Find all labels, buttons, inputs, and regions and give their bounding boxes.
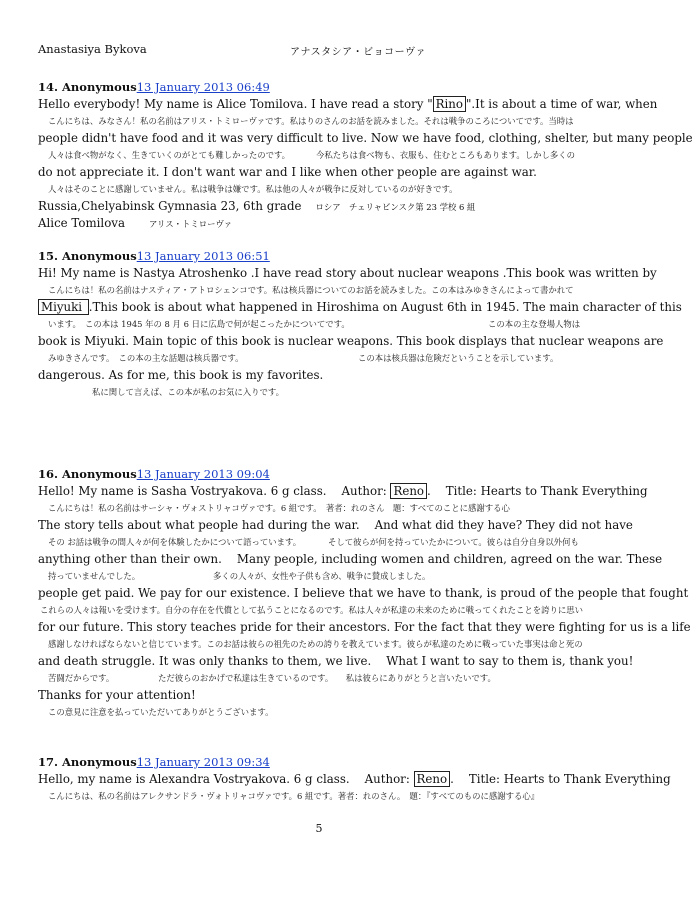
english-line: and death struggle. It was only thanks to them, we live. What I want to say to them is, thank you!: [38, 654, 634, 668]
comment-section-16: [38, 465, 691, 721]
japanese-translation-line: 私に関して言えば、この本が私のお気に入りです。: [92, 387, 284, 397]
highlighted-author-name: Reno: [414, 771, 451, 787]
japanese-translation-line: これらの人々は報いを受けます。自分の存在を代償として払うことになるのです。私は人々が私達の未来のために戦ってくれたことを誇りに思い: [40, 605, 584, 615]
japanese-inline: ロシア チェリャビンスク第 23 学校 6 組: [315, 202, 476, 212]
japanese-translation-line: 人々はそのことに感謝していません。私は戦争は嫌です。私は他の人々が戦争に反対しているのが好きです。: [48, 184, 458, 194]
comment-heading: [38, 465, 608, 483]
highlighted-author-name: Rino: [433, 96, 466, 112]
text-segment: みゆきさんです。 この本の主な話題は核兵器です。: [48, 353, 244, 363]
text-segment: そして彼らが何を持っていたかについて。彼らは自分自身以外何も: [328, 537, 579, 547]
japanese-translation-line: こんにちは、みなさん！私の名前はアリス・トミローヴァです。私はりのさんのお話を読みました。それは戦争のころについてです。当時は: [48, 116, 574, 126]
english-line: [38, 215, 608, 232]
comment-date-link[interactable]: 13 January 2013 09:04: [136, 467, 270, 481]
header-author: Anastasiya Bykova: [38, 42, 147, 56]
english-line: [38, 483, 648, 500]
japanese-translation-line: [38, 568, 608, 585]
japanese-translation-line: こんにちは、私の名前はアレクサンドラ・ヴォトリャコヴァです。6 組です。著者：れのさん。 題：『すべてのものに感謝する心』: [48, 791, 540, 801]
japanese-translation-line: [38, 534, 608, 551]
text-segment: います。 この本は 1945 年の 8 月 6 日に広島で何が起こったかについてです。: [48, 319, 350, 329]
english-line: The story tells about what people had during the war. And what did they have? They did not have: [38, 518, 633, 532]
english-line: for our future. This story teaches pride for their ancestors. For the fact that they were fighting for us is a life: [38, 620, 691, 634]
english-line: people get paid. We pay for our existence. I believe that we have to thank, is proud of the people that fought: [38, 586, 689, 600]
japanese-translation-line: この意見に注意を払っていただいてありがとうございます。: [48, 707, 274, 717]
text-segment: 多くの人々が、女性や子供も含め、戦争に賛成しました。: [213, 571, 431, 581]
text-segment: Alice Tomilova: [38, 216, 125, 230]
text-segment: ".It is about a time of war, when: [465, 97, 658, 111]
comment-heading: [38, 78, 608, 96]
highlighted-author-name: Reno: [390, 483, 427, 499]
comment-number: 17. Anonymous: [38, 755, 137, 769]
text-segment: 持っていませんでした。: [48, 571, 141, 581]
english-line: [38, 198, 608, 215]
text-segment: この本は核兵器は危険だということを示しています。: [358, 353, 559, 363]
comment-section-14: [38, 78, 693, 232]
english-line: [38, 771, 671, 788]
highlighted-character-name: Miyuki: [38, 299, 89, 315]
japanese-inline: アリス・トミローヴァ: [149, 219, 233, 229]
text-segment: 人々は食べ物がなく、生きていくのがとても難しかったのです。: [48, 150, 291, 160]
english-line: book is Miyuki. Main topic of this book is nuclear weapons. This book displays that nuclear weapons are: [38, 334, 664, 348]
comment-date-link[interactable]: 13 January 2013 06:49: [136, 80, 270, 94]
header-author-japanese: アナスタシア・ビョコーヴァ: [290, 47, 426, 58]
english-line: people didn't have food and it was very difficult to live. Now we have food, clothing, shelter, but many people: [38, 131, 693, 145]
text-segment: この本の主な登場人物は: [488, 319, 581, 329]
text-segment: Hello, my name is Alexandra Vostryakova. 6 g class. Author:: [38, 772, 414, 786]
text-segment: .This book is about what happened in Hiroshima on August 6th in 1945. The main character of this: [88, 300, 682, 314]
comment-date-link[interactable]: 13 January 2013 09:34: [136, 755, 270, 769]
text-segment: 今私たちは食べ物も、衣服も、住むところもあります。しかし多くの: [316, 150, 575, 160]
english-line: Hi! My name is Nastya Atroshenko .I have read story about nuclear weapons .This book was written by: [38, 266, 657, 280]
text-segment: Hello! My name is Sasha Vostryakova. 6 g class. Author:: [38, 484, 391, 498]
text-segment: Hello everybody! My name is Alice Tomilova. I have read a story ": [38, 97, 433, 111]
text-segment: Russia,Chelyabinsk Gymnasia 23, 6th grade: [38, 199, 302, 213]
comment-number: 14. Anonymous: [38, 80, 137, 94]
comment-number: 16. Anonymous: [38, 467, 137, 481]
english-line: do not appreciate it. I don't want war and I like when other people are against war.: [38, 165, 537, 179]
comment-heading: [38, 247, 608, 265]
comment-section-17: [38, 753, 671, 805]
japanese-translation-line: 感謝しなければならないと信じています。このお話は彼らの祖先のための誇りを教えています。彼らが私達のために戦っていた事実は命と死の: [48, 639, 583, 649]
japanese-translation-line: [38, 147, 608, 164]
text-segment: . Title: Hearts to Thank Everything: [427, 484, 648, 498]
text-segment: 苦闘だからです。: [48, 673, 115, 683]
comment-section-15: [38, 247, 682, 401]
japanese-translation-line: [38, 316, 608, 333]
text-segment: その お話は戦争の間人々が何を体験したかについて語っています。: [48, 537, 302, 547]
comment-number: 15. Anonymous: [38, 249, 137, 263]
text-segment: . Title: Hearts to Thank Everything: [450, 772, 671, 786]
english-line: [38, 96, 658, 113]
comment-date-link[interactable]: 13 January 2013 06:51: [136, 249, 270, 263]
japanese-translation-line: [38, 350, 608, 367]
english-line: anything other than their own. Many people, including women and children, agreed on the war. These: [38, 552, 663, 566]
page-number: 5: [315, 822, 323, 835]
english-line: Thanks for your attention!: [38, 688, 196, 702]
english-line: [38, 299, 682, 316]
text-segment: ただ彼らのおかげで私達は生きているのです。 私は彼らにありがとうと言いたいです。: [158, 673, 496, 683]
japanese-translation-line: [38, 670, 608, 687]
comment-heading: [38, 753, 608, 771]
japanese-translation-line: こんにちは！私の名前はナスティア・アトロシェンコです。私は核兵器についてのお話を読みました。この本はみゆきさんによって書かれて: [48, 285, 574, 295]
english-line: dangerous. As for me, this book is my favorites.: [38, 368, 324, 382]
japanese-translation-line: こんにちは！私の名前はサーシャ・ヴォストリャコヴァです。6 組です。 著者：れのさん 題：すべてのことに感謝する心: [48, 503, 510, 513]
